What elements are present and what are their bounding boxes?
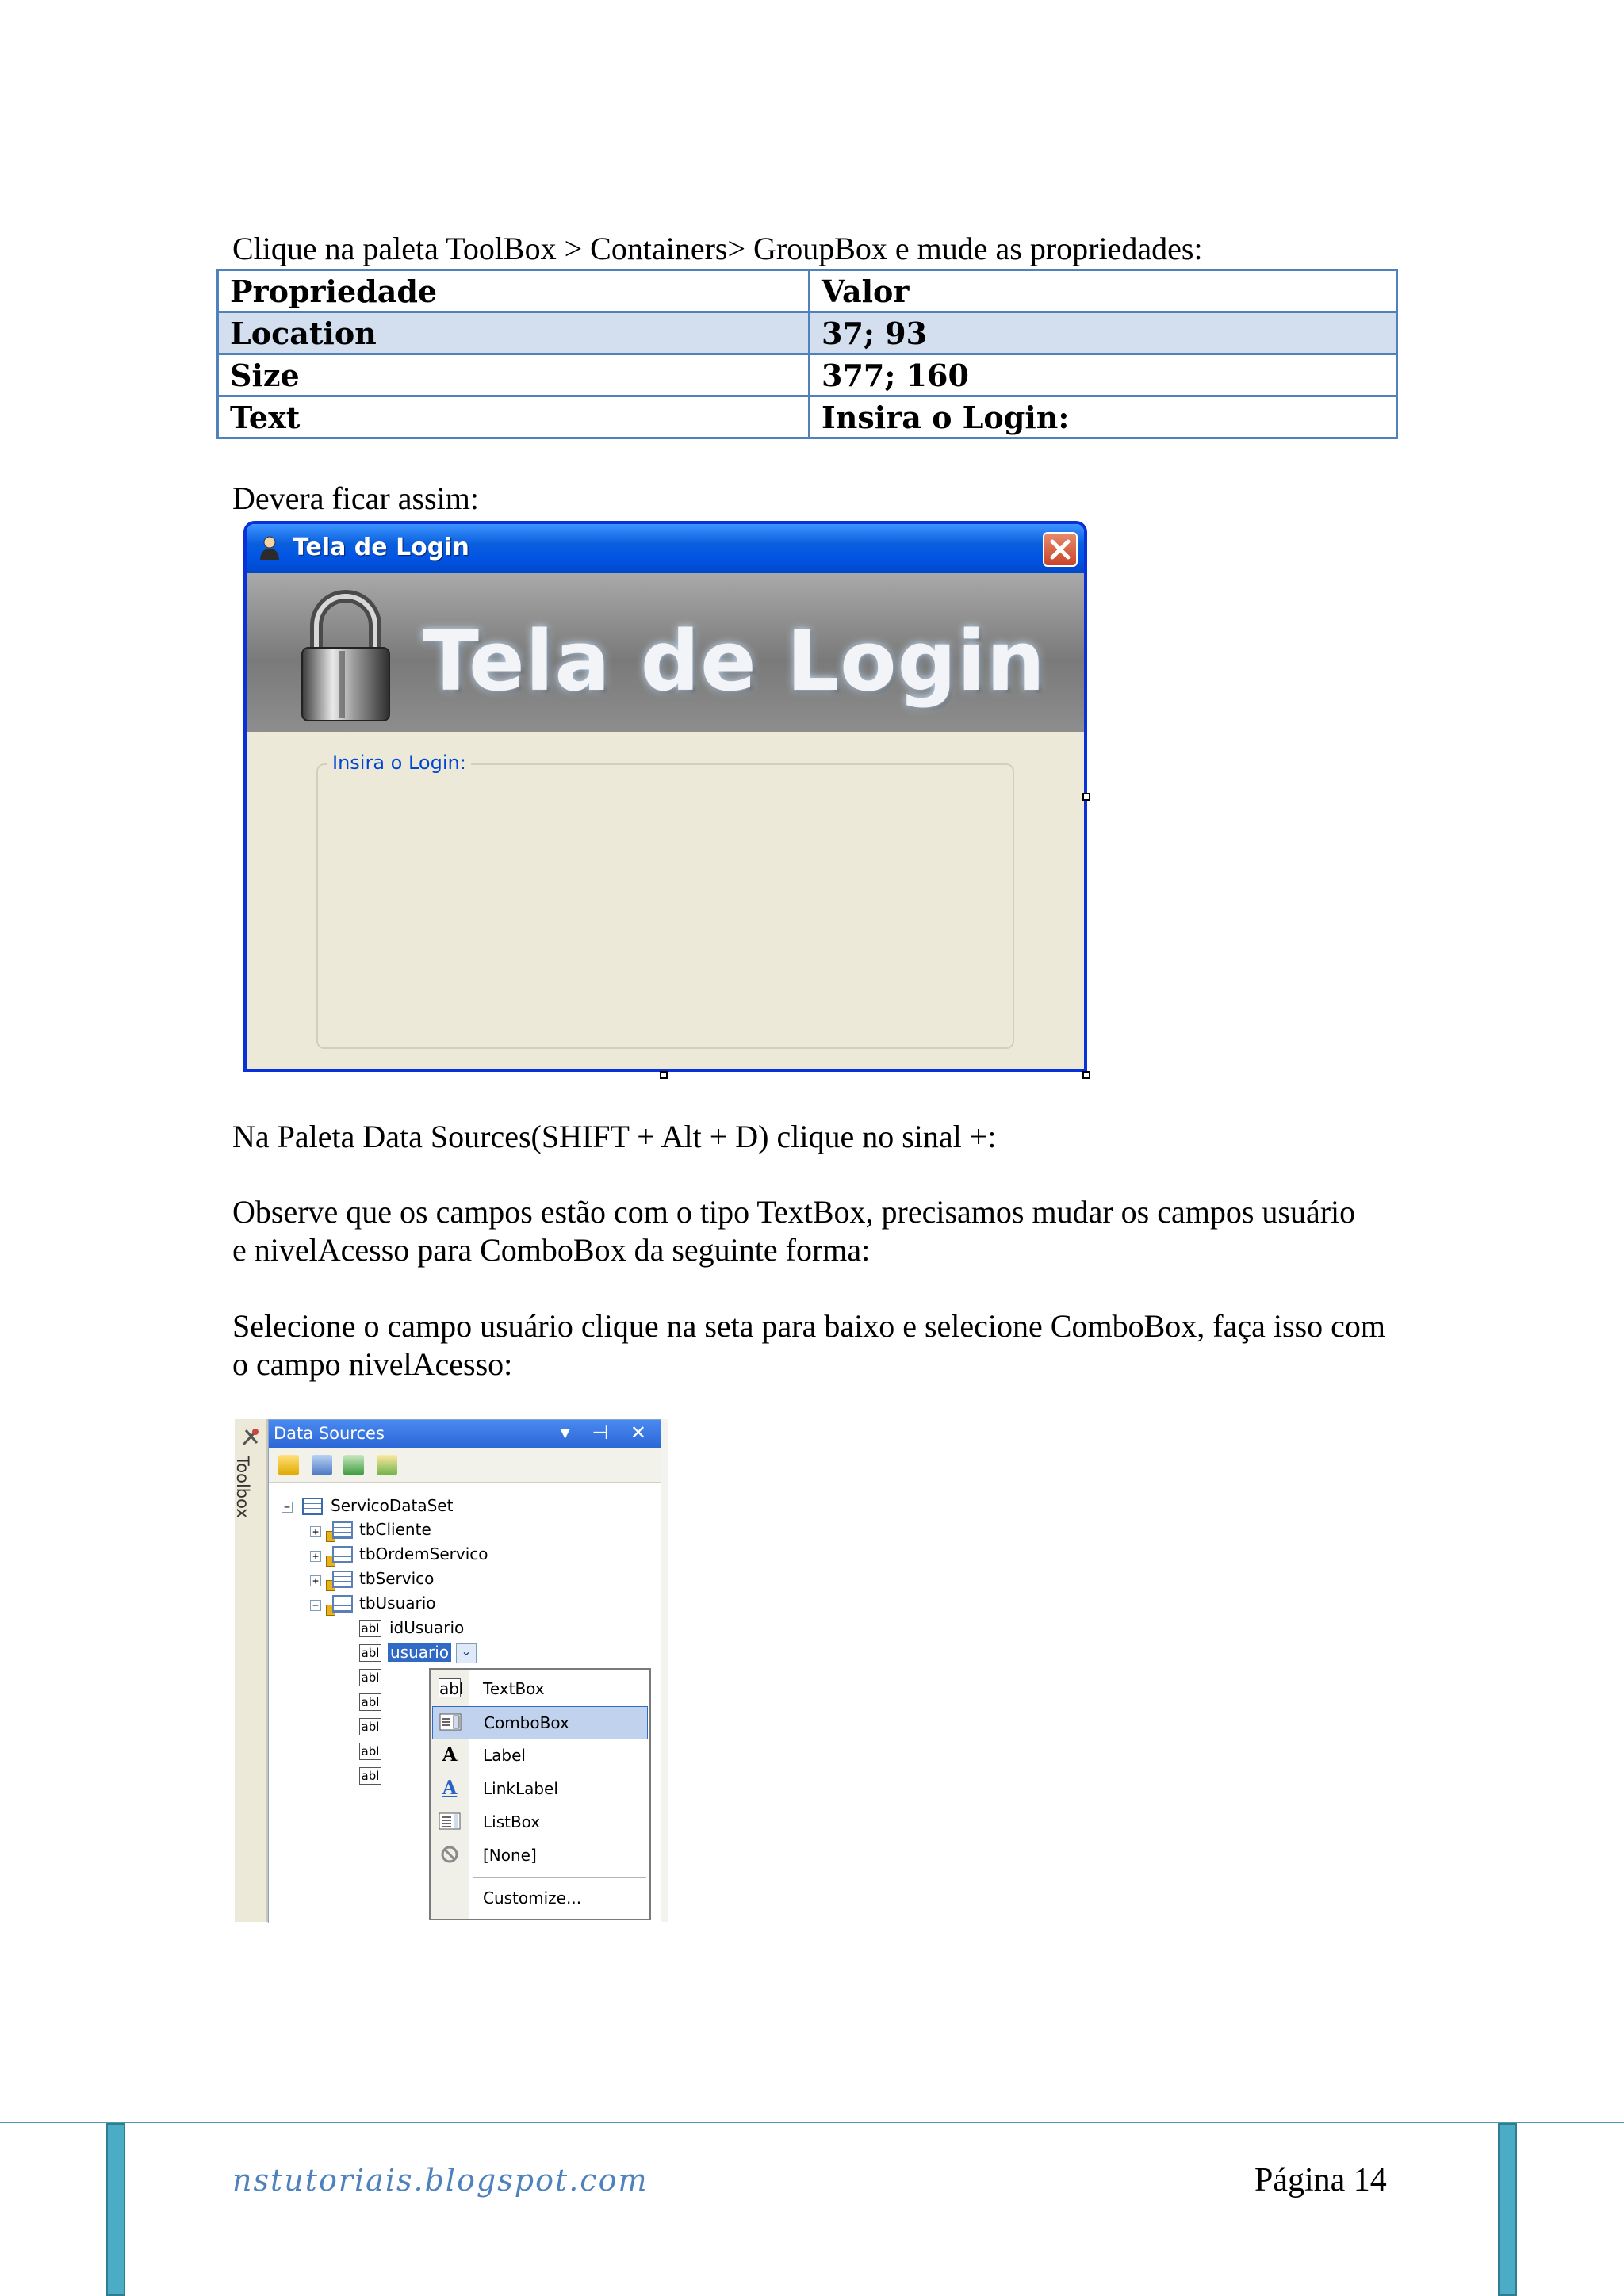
- panel-window-buttons[interactable]: ▾ ⊣ ✕: [560, 1422, 654, 1444]
- page-number: Página 14: [1254, 2162, 1387, 2198]
- panel-toolbar: [269, 1448, 661, 1483]
- menu-item-label: TextBox: [483, 1679, 545, 1698]
- datasources-panel: [268, 1419, 661, 1923]
- textbox-field-icon: abl: [359, 1743, 381, 1760]
- textbox-field-icon: abl: [359, 1644, 381, 1662]
- textbox-field-icon: abl: [359, 1767, 381, 1785]
- banner-title: Tela de Login: [423, 613, 1046, 710]
- control-type-menu: [429, 1668, 651, 1920]
- datasources-screenshot: [235, 1419, 668, 1922]
- menu-item-label-control[interactable]: [432, 1739, 648, 1771]
- menu-item-linklabel[interactable]: [432, 1773, 648, 1804]
- table-cell: 377; 160: [810, 354, 1397, 396]
- table-icon: [332, 1571, 353, 1588]
- padlock-icon: [294, 587, 397, 724]
- resize-handle[interactable]: [1082, 1071, 1090, 1079]
- add-datasource-icon[interactable]: [278, 1455, 299, 1475]
- menu-item-textbox[interactable]: [432, 1673, 648, 1705]
- tree-node-table[interactable]: tbCliente: [359, 1520, 431, 1539]
- toolbox-icon: [241, 1427, 260, 1448]
- table-cell: Insira o Login:: [810, 396, 1397, 438]
- toolbox-label: Toolbox: [233, 1456, 252, 1518]
- configure-dataset-icon[interactable]: [343, 1455, 364, 1475]
- refresh-icon[interactable]: [377, 1455, 397, 1475]
- table-icon: [332, 1595, 353, 1613]
- table-row: [218, 396, 1397, 438]
- textbox-field-icon: abl: [359, 1669, 381, 1686]
- textbox-field-icon: abl: [359, 1693, 381, 1711]
- login-groupbox[interactable]: [316, 752, 1014, 1049]
- panel-titlebar: [269, 1420, 661, 1448]
- window-title: Tela de Login: [293, 534, 469, 561]
- menu-item-label: ComboBox: [484, 1713, 569, 1732]
- linklabel-icon: A: [442, 1776, 458, 1799]
- footer-bar-right: [1498, 2123, 1517, 2296]
- table-cell: Size: [218, 354, 810, 396]
- table-cell: 37; 93: [810, 312, 1397, 354]
- menu-item-customize[interactable]: [432, 1882, 648, 1914]
- login-banner: [247, 573, 1084, 732]
- textbox-field-icon: abl: [359, 1620, 381, 1637]
- tree-node-field-selected[interactable]: usuario: [388, 1643, 451, 1662]
- tree-node-field[interactable]: idUsuario: [389, 1618, 465, 1637]
- groupbox-label: Insira o Login:: [327, 752, 471, 774]
- footer-site: nstutoriais.blogspot.com: [232, 2163, 649, 2198]
- field-dropdown-button[interactable]: [456, 1643, 477, 1663]
- menu-item-none[interactable]: [432, 1839, 648, 1871]
- dataset-icon: [302, 1498, 323, 1515]
- resize-handle[interactable]: [1082, 793, 1090, 801]
- table-cell: Text: [218, 396, 810, 438]
- observe-text: Observe que os campos estão com o tipo TextBox, precisamos mudar os campos usuário e nivelAcesso para ComboBox da seguinte forma:: [232, 1194, 1356, 1268]
- edit-dataset-icon[interactable]: [312, 1455, 332, 1475]
- expand-icon[interactable]: +: [310, 1526, 321, 1537]
- close-button[interactable]: [1043, 532, 1078, 567]
- table-row: [218, 312, 1397, 354]
- footer-divider: [0, 2122, 1624, 2123]
- menu-item-label: [None]: [483, 1846, 537, 1865]
- chevron-down-icon: ⌄: [461, 1645, 472, 1659]
- login-window-screenshot: [236, 516, 1097, 1080]
- textbox-icon: abl: [439, 1679, 464, 1698]
- close-icon: [1044, 534, 1076, 565]
- label-control-icon: A: [442, 1743, 458, 1766]
- menu-item-combobox[interactable]: [432, 1706, 648, 1739]
- tree-node-table[interactable]: tbServico: [359, 1569, 435, 1588]
- textbox-field-icon: abl: [359, 1718, 381, 1735]
- tree-node-dataset[interactable]: ServicoDataSet: [331, 1496, 454, 1515]
- table-icon: [332, 1546, 353, 1563]
- datasources-text: Na Paleta Data Sources(SHIFT + Alt + D) clique no sinal +:: [232, 1119, 997, 1154]
- menu-item-label: ListBox: [483, 1812, 541, 1831]
- menu-item-label: Customize...: [483, 1888, 582, 1908]
- login-window: [243, 521, 1087, 1072]
- window-titlebar[interactable]: [247, 524, 1084, 573]
- menu-separator: [473, 1877, 646, 1878]
- properties-table: [216, 269, 1398, 439]
- table-header-cell: Valor: [810, 270, 1397, 312]
- toolbox-tab[interactable]: [235, 1419, 268, 1922]
- table-cell: Location: [218, 312, 810, 354]
- tree-node-table[interactable]: tbUsuario: [359, 1594, 436, 1613]
- none-icon: [439, 1845, 461, 1864]
- expand-icon[interactable]: +: [310, 1551, 321, 1562]
- tree-node-table[interactable]: tbOrdemServico: [359, 1544, 488, 1563]
- combobox-icon: [439, 1712, 462, 1732]
- expand-icon[interactable]: +: [310, 1575, 321, 1586]
- menu-item-label: Label: [483, 1746, 526, 1765]
- resize-handle[interactable]: [660, 1071, 668, 1079]
- listbox-icon: [439, 1812, 461, 1831]
- menu-item-label: LinkLabel: [483, 1779, 558, 1798]
- table-icon: [332, 1521, 353, 1539]
- selecione-text: Selecione o campo usuário clique na seta para baixo e selecione ComboBox, faça isso com o campo nivelAcesso:: [232, 1308, 1385, 1382]
- table-header-row: [218, 270, 1397, 312]
- table-row: [218, 354, 1397, 396]
- table-header-cell: Propriedade: [218, 270, 810, 312]
- devera-text: Devera ficar assim:: [232, 480, 479, 516]
- menu-item-listbox[interactable]: [432, 1806, 648, 1838]
- collapse-icon[interactable]: −: [282, 1502, 293, 1513]
- intro-text: Clique na paleta ToolBox > Containers> GroupBox e mude as propriedades:: [232, 231, 1203, 266]
- user-icon: [258, 535, 282, 561]
- footer-bar-left: [106, 2123, 125, 2296]
- panel-title: Data Sources: [274, 1424, 385, 1443]
- collapse-icon[interactable]: −: [310, 1600, 321, 1611]
